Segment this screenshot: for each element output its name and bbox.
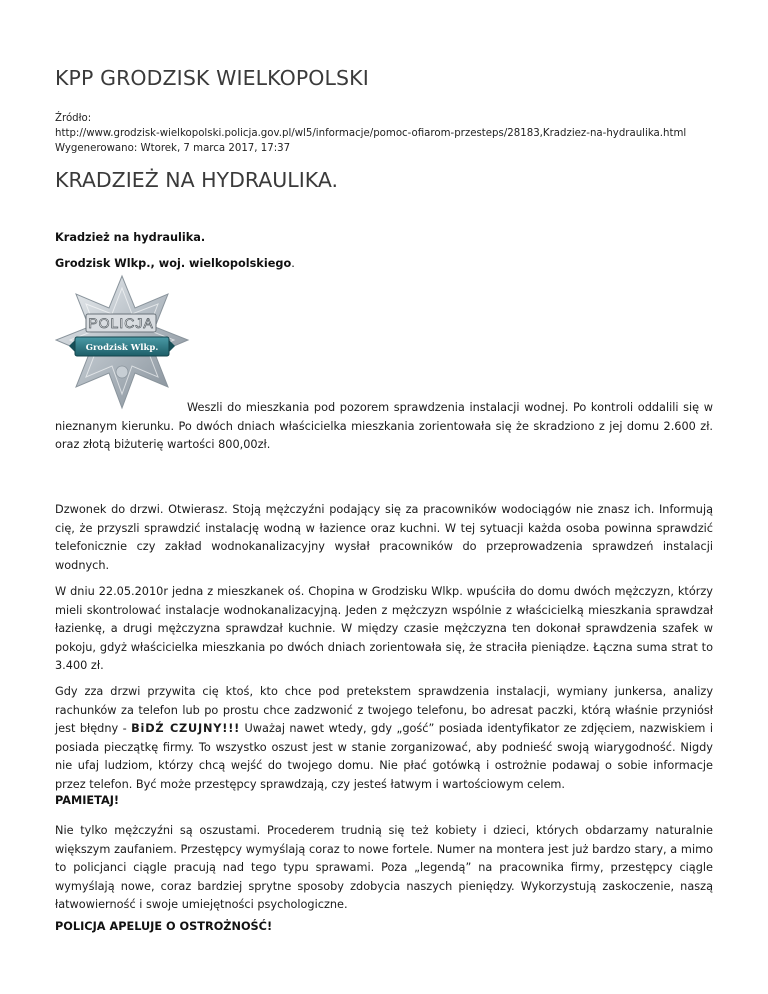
police-badge-logo	[55, 274, 190, 412]
badge-band-text: Grodzisk Wlkp.	[85, 343, 159, 353]
paragraph-2: W dniu 22.05.2010r jedna z mieszkanek oś. Chopina w Grodzisku Wlkp. wpuściła do domu dwóch mężczyzn, którzy mieli skontrolować instalacje wodnokanalizacyjną. Jeden z mężczyzn wspólnie z właścicielką mieszkania sprawdzał łazienkę, a drugi mężczyzna sprawdzał kuchnie. W między czasie mężczyzna ten dokonał sprawdzenia szafek w pokoju, gdyż właścicielka mieszkania po dwóch dniach zorientowała się, że straciła pieniądze. Łączna suma strat to 3.400 zł.	[55, 585, 713, 672]
site-title: KPP GRODZISK WIELKOPOLSKI	[55, 66, 369, 90]
generated-date: Wygenerowano: Wtorek, 7 marca 2017, 17:37	[55, 143, 291, 154]
paragraph-3-warning: BiDŹ CZUJNY!!!	[131, 722, 241, 735]
paragraph-3-end: Uważaj nawet wtedy, gdy „gość” posiada identyfikator ze zdjęciem, nazwiskiem i posiada pieczątkę firmy. To wszystko oszust jest w stanie zorganizować, aby podnieść swoją wiarygodność. Nigdy nie ufaj ludziom, którzy chcą wejść do twojego domu. Nie płać gotówką i ostrożnie podawaj o sobie informacje przez telefon. Być może przestępcy sprawdzają, czy jesteś łatwym i wartościowym celem.	[55, 722, 713, 791]
document-meta	[55, 111, 686, 156]
source-label: Źródło:	[55, 113, 92, 124]
location-text: Grodzisk Wlkp., woj. wielkopolskiego	[55, 257, 292, 270]
article-location	[55, 257, 295, 270]
source-url[interactable]: http://www.grodzisk-wielkopolski.policja.gov.pl/wl5/informacje/pomoc-ofiarom-przesteps/28183,Kradziez-na-hydraulika.html	[55, 128, 687, 139]
location-dot: .	[291, 257, 295, 270]
intro-paragraph	[55, 399, 713, 455]
remember-heading: PAMIETAJ!	[55, 794, 120, 807]
intro-text: Weszli do mieszkania pod pozorem sprawdzenia instalacji wodnej. Po kontroli oddalili się w nieznanym kierunku. Po dwóch dniach właścicielka mieszkania zorientowała się że skradziono z jej domu 2.600 zł. oraz złotą biżuterię wartości 800,00zł.	[55, 401, 713, 451]
paragraph-3-start: Gdy zza drzwi przywita cię ktoś, kto chce pod pretekstem sprawdzenia instalacji, wymiany junkersa, analizy rachunków za telefon lub po prostu chce zadzwonić z twojego telefonu, bo adresat paczki, którą właśnie przyniósł jest błędny -	[55, 685, 713, 735]
paragraph-4: Nie tylko mężczyźni są oszustami. Procederem trudnią się też kobiety i dzieci, których obdarzamy naturalnie większym zaufaniem. Przestępcy wymyślają coraz to nowe fortele. Numer na montera jest już bardzo stary, a mimo to policjanci ciągle pracują nad tego typu sprawami. Poza „legendą” na pracownika firmy, przestępcy ciągle wymyślają nowe, coraz bardziej sprytne sposoby zdobycia naszych pieniędzy. Wykorzystują zaskoczenie, naszą łatwowierność i swoje umiejętności psychologiczne.	[55, 824, 713, 911]
paragraph-3	[55, 683, 713, 794]
article-title: KRADZIEŻ NA HYDRAULIKA.	[55, 168, 339, 192]
article-subtitle: Kradzież na hydraulika.	[55, 231, 206, 244]
badge-top-text: POLICJA	[88, 315, 154, 331]
paragraph-1: Dzwonek do drzwi. Otwierasz. Stoją mężczyźni podający się za pracowników wodociągów nie znasz ich. Informują cię, że przyszli sprawdzić instalację wodną w łazience oraz kuchni. W tej sytuacji każda osoba powinna sprawdzić telefonicznie czy zakład wodnokanalizacyjny wysłał pracowników do przeprowadzenia sprawdzeń instalacji wodnych.	[55, 503, 713, 572]
appeal-heading: POLICJA APELUJE O OSTROŻNOŚĆ!	[55, 920, 273, 933]
